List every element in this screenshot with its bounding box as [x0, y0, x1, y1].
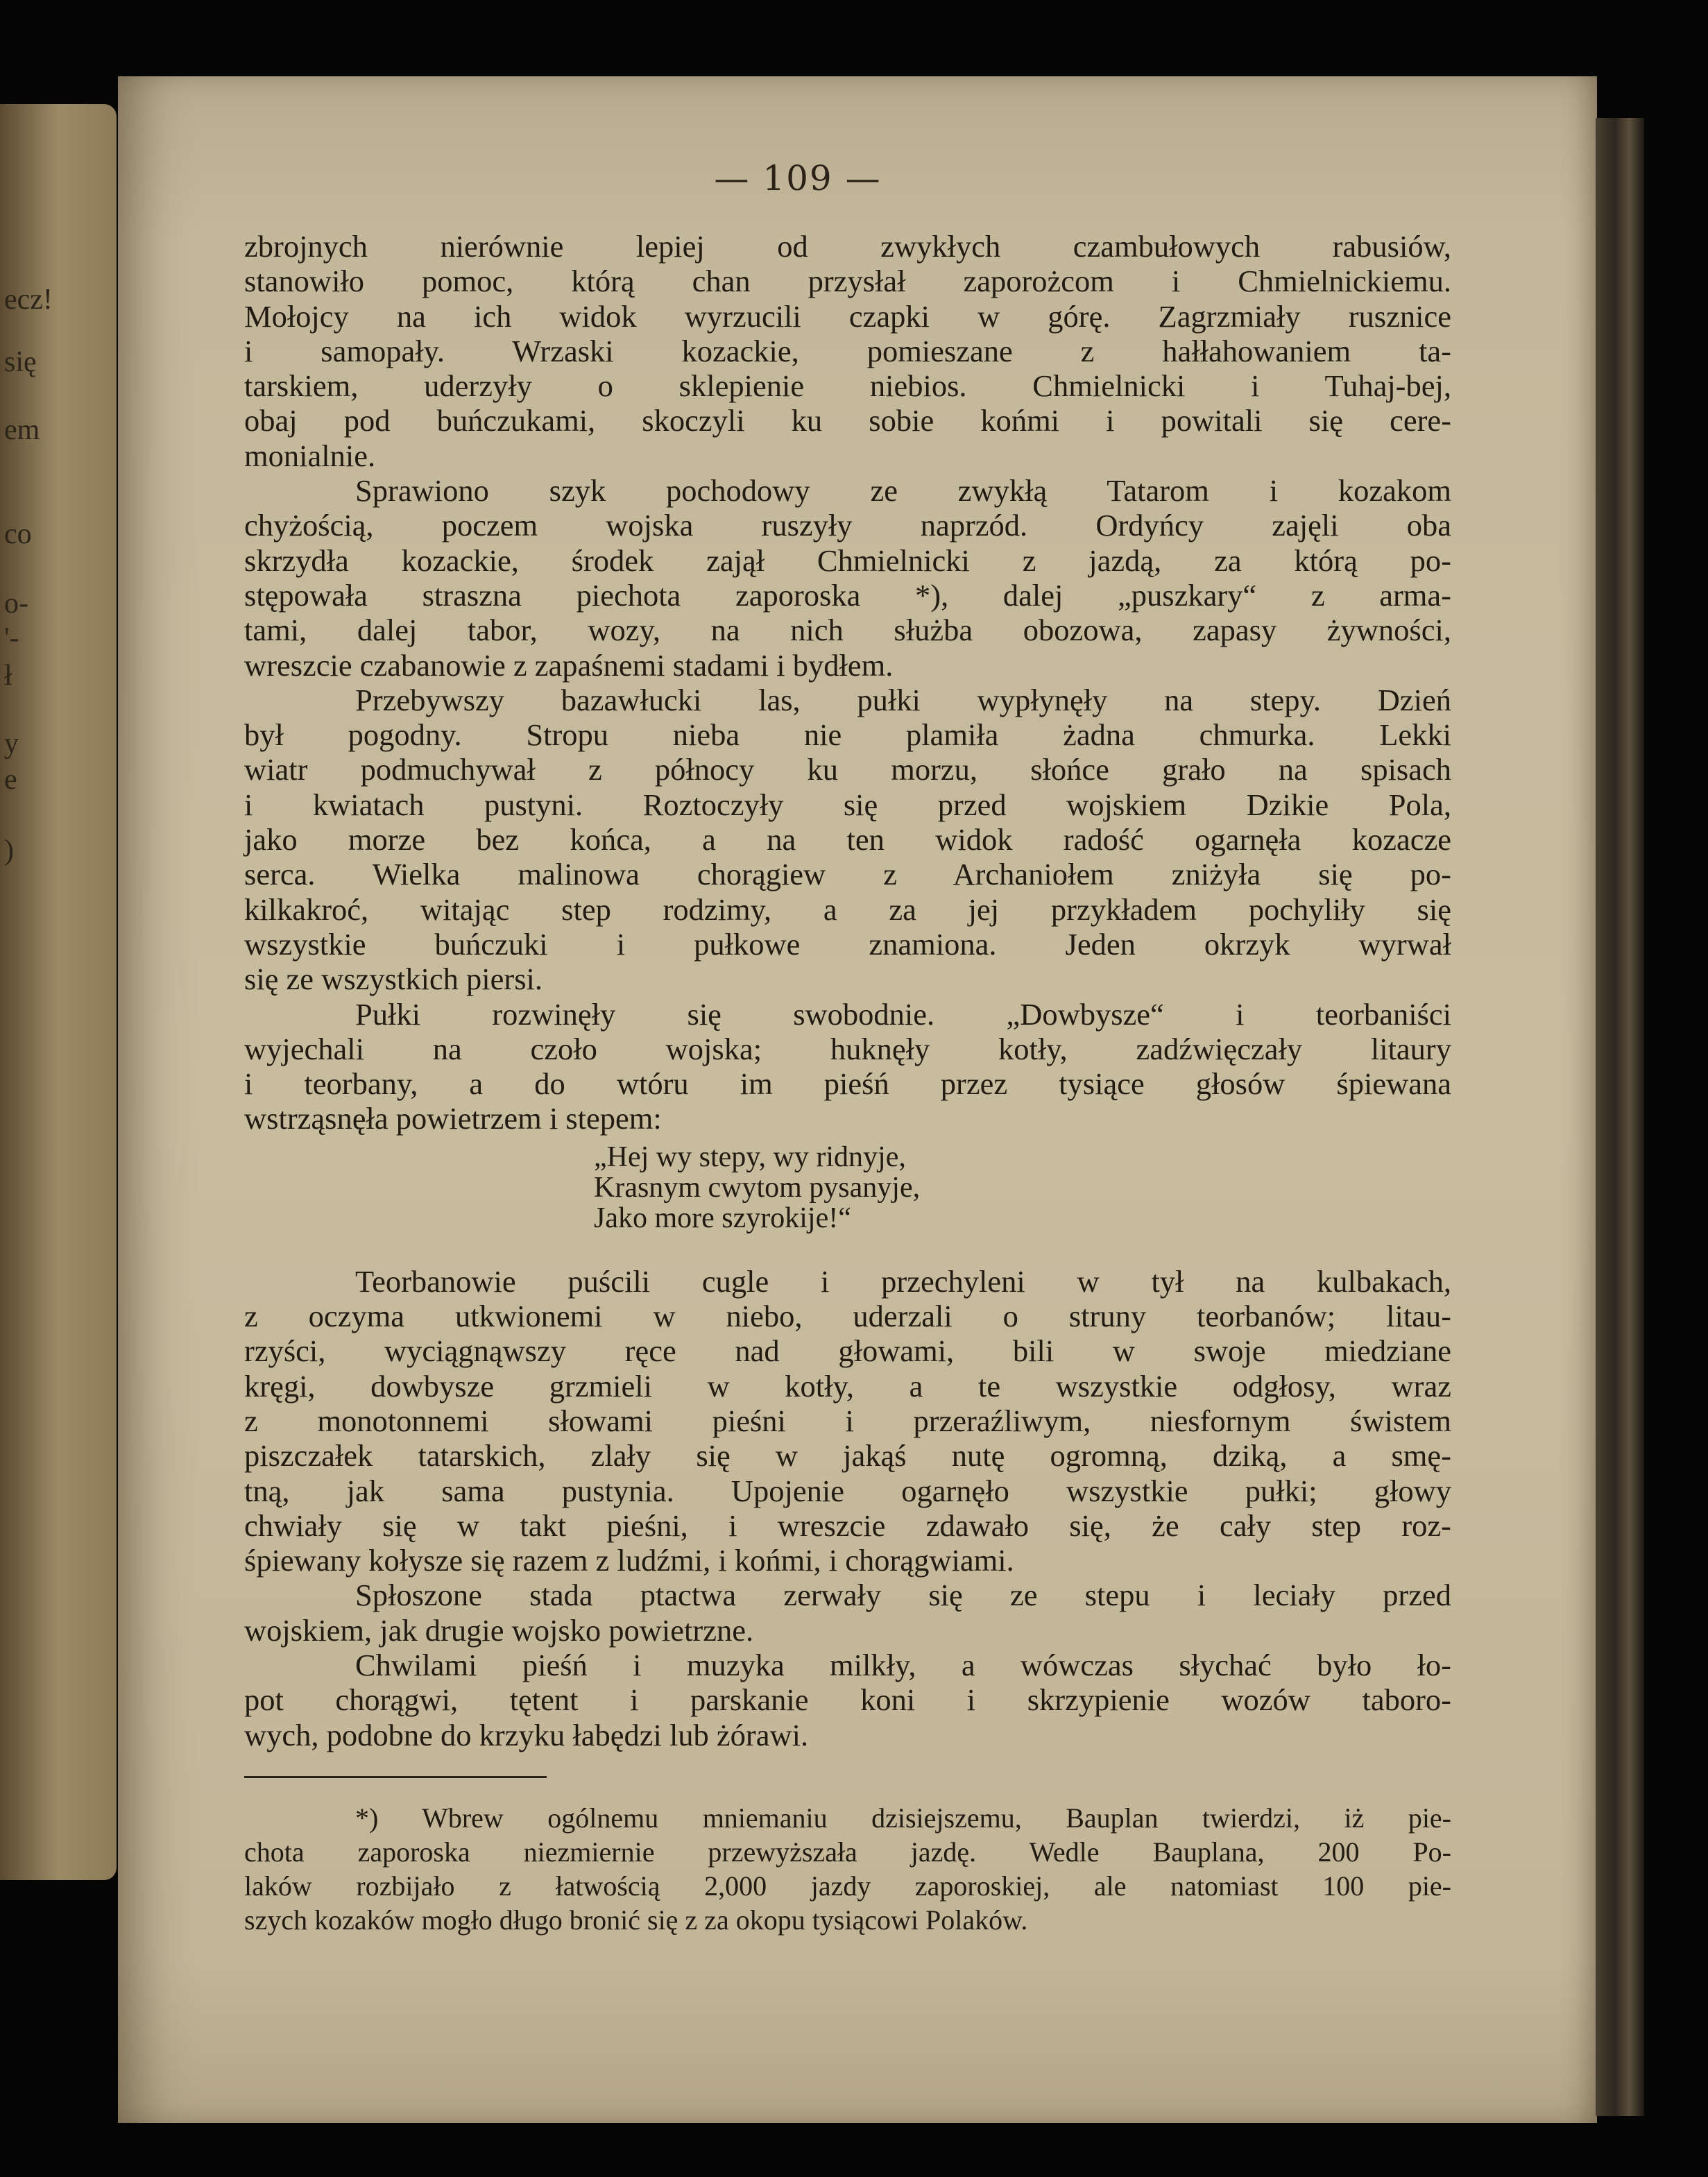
text-line: „Hej wy stepy, wy ridnyje, [594, 1141, 906, 1173]
text-line: wych, podobne do krzyku łabędzi lub żórawi. [244, 1717, 809, 1752]
text-line: chwiały się w takt pieśni, i wreszcie zdawało się, że cały step roz- [244, 1508, 1451, 1543]
page-body [244, 229, 1451, 1752]
text-line: *) Wbrew ogólnemu mniemaniu dzisiejszemu, Bauplan twierdzi, iż pie- [355, 1802, 1451, 1834]
text-line: tarskiem, uderzyły o sklepienie niebios. Chmielnicki i Tuhaj-bej, [244, 368, 1451, 404]
text-line: tami, dalej tabor, wozy, na nich służba obozowa, zapasy żywności, [244, 613, 1451, 648]
left-page-fragment: e [4, 764, 17, 796]
text-line: z oczyma utkwionemi w niebo, uderzali o struny teorbanów; litau- [244, 1299, 1451, 1334]
text-line: wyjechali na czoło wojska; huknęły kotły, zadźwięczały litaury [244, 1031, 1451, 1066]
text-line: tną, jak sama pustynia. Upojenie ogarnęło wszystkie pułki; głowy [244, 1473, 1451, 1508]
text-line: i kwiatach pustyni. Roztoczyły się przed wojskiem Dzikie Pola, [244, 787, 1451, 822]
text-line: chota zaporoska niezmiernie przewyższała jazdę. Wedle Bauplana, 200 Po- [244, 1836, 1451, 1868]
text-line: się ze wszystkich piersi. [244, 962, 543, 997]
text-line: wojskiem, jak drugie wojsko powietrzne. [244, 1612, 754, 1648]
left-page-fragment: '- [4, 622, 19, 654]
text-line: laków rozbijało z łatwością 2,000 jazdy zaporoskiej, ale natomiast 100 pie- [244, 1870, 1451, 1902]
text-line: stanowiło pomoc, którą chan przysłał zaporożcom i Chmielnickiemu. [244, 264, 1451, 299]
text-line: śpiewany kołysze się razem z ludźmi, i końmi, i chorągwiami. [244, 1543, 1014, 1578]
text-line: wszystkie buńczuki i pułkowe znamiona. Jeden okrzyk wyrwał [244, 926, 1451, 962]
text-line: wstrząsnęła powietrzem i stepem: [244, 1101, 662, 1136]
text-line: i samopały. Wrzaski kozackie, pomieszane z hałłahowaniem ta- [244, 333, 1451, 368]
text-line: Krasnym cwytom pysanyje, [594, 1171, 921, 1204]
text-line: rzyści, wyciągnąwszy ręce nad głowami, bili w swoje miedziane [244, 1333, 1451, 1369]
left-page-edge [0, 104, 117, 1880]
page-number: — 109 — [714, 158, 882, 198]
text-line: Spłoszone stada ptactwa zerwały się ze stepu i leciały przed [355, 1578, 1451, 1613]
text-line: Sprawiono szyk pochodowy ze zwykłą Tatarom i kozakom [355, 473, 1451, 509]
text-line: stępowała straszna piechota zaporoska *), dalej „puszkary“ z arma- [244, 577, 1451, 613]
text-line: wiatr podmuchywał z północy ku morzu, słońce grało na spisach [244, 752, 1451, 787]
text-line: szych kozaków mogło długo bronić się z za okopu tysiącowi Polaków. [244, 1904, 1028, 1936]
text-line: i teorbany, a do wtóru im pieśń przez tysiące głosów śpiewana [244, 1066, 1451, 1102]
left-page-fragment: ) [4, 835, 14, 866]
text-line: był pogodny. Stropu nieba nie plamiła żadna chmurka. Lekki [244, 717, 1451, 753]
left-page-fragment: co [4, 518, 32, 550]
text-line: Pułki rozwinęły się swobodnie. „Dowbysze“ i teorbaniści [355, 996, 1451, 1032]
text-line: serca. Wielka malinowa chorągiew z Archaniołem zniżyła się po- [244, 857, 1451, 892]
text-line: Przebywszy bazawłucki las, pułki wypłynęły na stepy. Dzień [355, 682, 1451, 717]
left-page-fragment: o- [4, 588, 28, 620]
text-line: skrzydła kozackie, środek zajął Chmielnicki z jazdą, za którą po- [244, 543, 1451, 578]
text-line: monialnie. [244, 438, 376, 473]
book-cover-edge [1596, 118, 1644, 2116]
text-line: Chwilami pieśń i muzyka milkły, a wówczas słychać było ło- [355, 1647, 1451, 1682]
left-page-fragment: y [4, 728, 19, 760]
left-page-fragment: ecz! [4, 284, 53, 316]
text-line: chyżością, poczem wojska ruszyły naprzód. Ordyńcy zajęli oba [244, 508, 1451, 543]
left-page-fragment: się [4, 346, 37, 378]
text-line: kilkakroć, witając step rodzimy, a za jej przykładem pochyliły się [244, 891, 1451, 927]
text-line: wreszcie czabanowie z zapaśnemi stadami i bydłem. [244, 647, 894, 683]
text-line: z monotonnemi słowami pieśni i przeraźliwym, niesfornym świstem [244, 1403, 1451, 1438]
text-line: obaj pod buńczukami, skoczyli ku sobie końmi i powitali się cere- [244, 403, 1451, 438]
text-line: pot chorągwi, tętent i parskanie koni i skrzypienie wozów taboro- [244, 1682, 1451, 1718]
text-line: Teorbanowie puścili cugle i przechyleni w tył na kulbakach, [355, 1263, 1451, 1299]
left-page-fragment: ł [4, 660, 12, 692]
text-line: Mołojcy na ich widok wyrzucili czapki w górę. Zagrzmiały rusznice [244, 298, 1451, 334]
text-line: piszczałek tatarskich, zlały się w jakąś nutę ogromną, dziką, a smę- [244, 1438, 1451, 1474]
footnote-rule [244, 1776, 547, 1778]
footnote [244, 1801, 1451, 1937]
text-line: jako morze bez końca, a na ten widok radość ogarnęła kozacze [244, 822, 1451, 857]
left-page-fragment: em [4, 414, 40, 446]
text-line: kręgi, dowbysze grzmieli w kotły, a te wszystkie odgłosy, wraz [244, 1368, 1451, 1403]
text-line: Jako more szyrokije!“ [594, 1202, 851, 1234]
text-line: zbrojnych nierównie lepiej od zwykłych czambułowych rabusiów, [244, 229, 1451, 264]
poem-block [244, 1142, 1451, 1233]
